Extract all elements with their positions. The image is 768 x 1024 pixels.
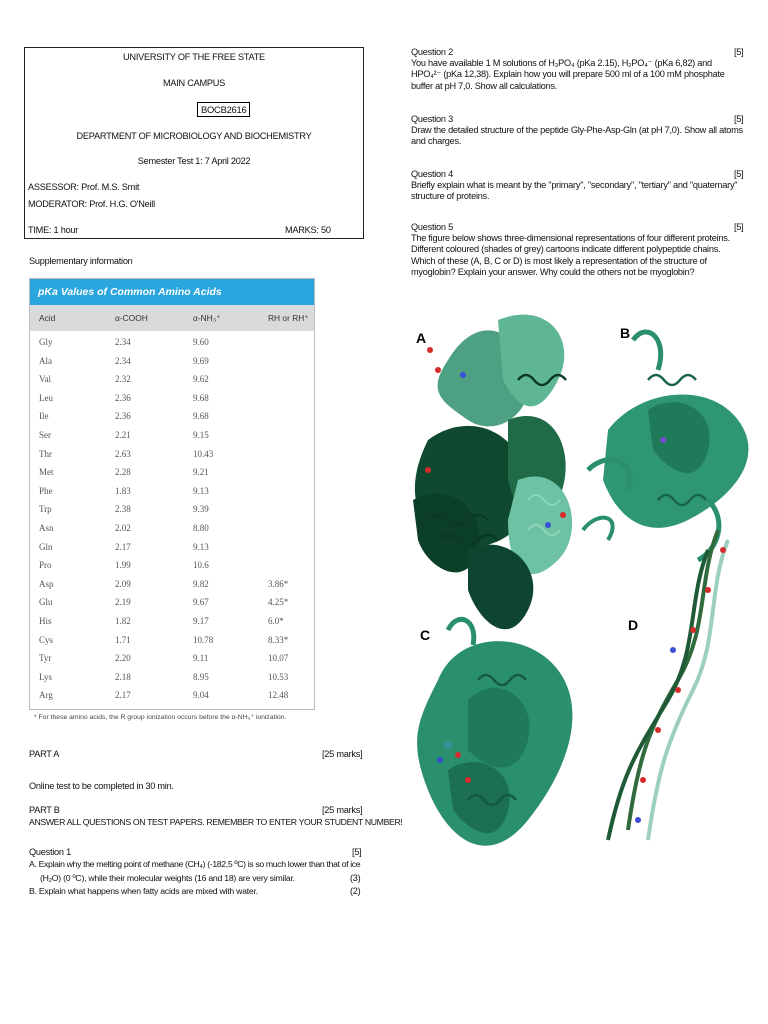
cell-nh3: 9.68 <box>193 411 209 422</box>
cell-nh3: 9.39 <box>193 504 209 515</box>
time-allowed: TIME: 1 hour <box>28 225 79 235</box>
cell-nh3: 9.21 <box>193 467 209 478</box>
cell-cooh: 1.82 <box>115 616 131 626</box>
cell-cooh: 2.09 <box>115 578 131 589</box>
cell-rh: 12.48 <box>268 690 289 701</box>
cell-nh3: 9.67 <box>193 597 209 608</box>
cell-acid: Arg <box>39 690 53 701</box>
pka-table <box>29 278 315 710</box>
q5-text: The figure below shows three-dimensional representations of four different proteins. Different coloured (shades of grey) cartoons indicate different polypeptide chains. Which of these (A, B, C or D) is most likely a representation of the structure of myoglobin? Explain your answer. Why could the others not be myoglobin? <box>411 233 730 277</box>
table-row <box>30 649 314 668</box>
cell-nh3: 9.69 <box>193 355 209 366</box>
cell-nh3: 9.11 <box>193 653 209 664</box>
cell-acid: Met <box>39 467 54 478</box>
part-b-instruction: ANSWER ALL QUESTIONS ON TEST PAPERS. REMEMBER TO ENTER YOUR STUDENT NUMBER! <box>29 817 403 827</box>
q3-title: Question 3 <box>411 114 453 124</box>
cell-acid: Ala <box>39 355 52 366</box>
cell-acid: Lys <box>39 671 53 682</box>
cell-cooh: 2.38 <box>115 504 131 515</box>
cell-acid: Thr <box>39 448 52 459</box>
supplementary-heading: Supplementary information <box>29 256 133 266</box>
cell-acid: Cys <box>39 634 54 645</box>
pka-table-header <box>30 305 314 331</box>
assessor: ASSESSOR: Prof. M.S. Smit <box>28 182 140 192</box>
course-code: BOCB2616 <box>197 102 250 117</box>
table-row <box>30 352 314 371</box>
test-date: Semester Test 1: 7 April 2022 <box>137 156 251 166</box>
q1-part-b-marks: (2) <box>350 886 361 896</box>
cell-nh3: 9.17 <box>193 616 209 626</box>
cell-acid: Leu <box>39 392 53 403</box>
col-rh: RH or RH⁺ <box>268 313 309 323</box>
cell-nh3: 9.68 <box>193 392 209 403</box>
cell-acid: Gly <box>39 337 53 347</box>
cell-cooh: 2.34 <box>115 355 131 366</box>
label-a: A <box>416 330 427 346</box>
q4-marks: [5] <box>734 169 744 179</box>
cell-nh3: 9.15 <box>193 430 209 440</box>
protein-structure-b <box>583 332 748 560</box>
cell-nh3: 9.13 <box>193 541 209 552</box>
cell-cooh: 2.21 <box>115 430 131 440</box>
part-b-title: PART B <box>29 805 60 815</box>
cell-cooh: 1.99 <box>115 560 131 571</box>
col-nh3: α-NH₃⁺ <box>193 313 221 323</box>
department-name: DEPARTMENT OF MICROBIOLOGY AND BIOCHEMISTRY <box>76 131 312 141</box>
protein-structure-c <box>417 619 572 845</box>
cell-cooh: 2.18 <box>115 671 131 682</box>
cell-cooh: 1.71 <box>115 634 131 645</box>
cell-acid: Tyr <box>39 653 52 664</box>
table-row <box>30 426 314 445</box>
protein-structure-a <box>413 315 572 630</box>
cell-cooh: 2.36 <box>115 411 131 422</box>
cell-nh3: 9.60 <box>193 337 209 347</box>
cell-cooh: 2.63 <box>115 448 131 459</box>
table-row <box>30 463 314 482</box>
cell-acid: Gln <box>39 541 53 552</box>
cell-acid: Asn <box>39 523 54 533</box>
pka-table-title: pKa Values of Common Amino Acids <box>30 279 314 305</box>
cell-rh: 3.86* <box>268 578 289 589</box>
table-row <box>30 333 314 352</box>
table-row <box>30 575 314 594</box>
protein-structures-figure <box>408 300 758 880</box>
campus-name: MAIN CAMPUS <box>162 78 226 88</box>
cell-nh3: 9.04 <box>193 690 209 701</box>
col-acid: Acid <box>39 313 56 323</box>
q2-text: You have available 1 M solutions of H₃PO₄ (pKa 2.15), H₂PO₄⁻ (pKa 6,82) and HPO₄²⁻ (pKa 12,38). Explain how you will prepare 500 ml of a 100 mM phosphate buffer at pH 7,0. Show all calculations. <box>411 58 725 91</box>
part-b-marks: [25 marks] <box>322 805 363 815</box>
q1-part-b: B. Explain what happens when fatty acids are mixed with water. <box>29 886 258 896</box>
cell-cooh: 2.17 <box>115 541 131 552</box>
table-row <box>30 482 314 501</box>
q1-part-a-marks: (3) <box>350 873 361 883</box>
cell-rh: 6.0* <box>268 616 284 626</box>
cell-cooh: 2.17 <box>115 690 131 701</box>
cell-nh3: 8.95 <box>193 671 209 682</box>
cell-rh: 8.33* <box>268 634 289 645</box>
part-a-marks: [25 marks] <box>322 749 363 759</box>
cell-cooh: 2.32 <box>115 374 131 385</box>
table-row <box>30 556 314 575</box>
cell-cooh: 1.83 <box>115 485 131 496</box>
cell-acid: Asp <box>39 578 54 589</box>
cell-rh: 4.25* <box>268 597 289 608</box>
table-row <box>30 593 314 612</box>
cell-cooh: 2.20 <box>115 653 131 664</box>
pka-footnote: * For these amino acids, the R group ionization occurs before the α-NH₃⁺ ionization. <box>34 714 287 721</box>
cell-acid: Trp <box>39 504 52 515</box>
cell-rh: 10.53 <box>268 671 289 682</box>
total-marks: MARKS: 50 <box>285 225 331 235</box>
cell-acid: Pro <box>39 560 52 571</box>
col-cooh: α-COOH <box>115 313 148 323</box>
cell-nh3: 10.78 <box>193 634 214 645</box>
table-row <box>30 519 314 538</box>
q5-title: Question 5 <box>411 222 453 232</box>
table-row <box>30 370 314 389</box>
table-row <box>30 612 314 631</box>
label-c: C <box>420 627 431 643</box>
cell-acid: His <box>39 616 52 626</box>
cell-rh: 10.07 <box>268 653 289 664</box>
table-row <box>30 445 314 464</box>
table-row <box>30 668 314 687</box>
protein-structure-d <box>608 530 728 840</box>
table-row <box>30 389 314 408</box>
cell-acid: Glu <box>39 597 53 608</box>
table-row <box>30 500 314 519</box>
cell-nh3: 10.6 <box>193 560 209 571</box>
university-name: UNIVERSITY OF THE FREE STATE <box>123 52 265 62</box>
cell-nh3: 10.43 <box>193 448 214 459</box>
table-row <box>30 686 314 705</box>
q2-marks: [5] <box>734 47 744 57</box>
label-b: B <box>620 325 631 341</box>
q1-title: Question 1 <box>29 847 71 857</box>
cell-nh3: 9.13 <box>193 485 209 496</box>
cell-nh3: 9.82 <box>193 578 209 589</box>
part-a-title: PART A <box>29 749 60 759</box>
cell-cooh: 2.36 <box>115 392 131 403</box>
table-row <box>30 538 314 557</box>
q1-marks: [5] <box>352 847 362 857</box>
q1-part-a: A. Explain why the melting point of methane (CH₄) (-182,5 ºC) is so much lower than that of ice <box>29 859 361 869</box>
cell-cooh: 2.02 <box>115 523 131 533</box>
cell-cooh: 2.34 <box>115 337 131 347</box>
cell-cooh: 2.19 <box>115 597 131 608</box>
cell-acid: Val <box>39 374 51 385</box>
cell-acid: Ile <box>39 411 49 422</box>
cell-nh3: 9.62 <box>193 374 209 385</box>
header-box <box>24 47 364 239</box>
cell-acid: Ser <box>39 430 51 440</box>
label-d: D <box>628 617 639 633</box>
q4-title: Question 4 <box>411 169 453 179</box>
cell-cooh: 2.28 <box>115 467 131 478</box>
q5-marks: [5] <box>734 222 744 232</box>
cell-acid: Phe <box>39 485 53 496</box>
q2-title: Question 2 <box>411 47 453 57</box>
q3-marks: [5] <box>734 114 744 124</box>
table-row <box>30 631 314 650</box>
table-row <box>30 407 314 426</box>
moderator: MODERATOR: Prof. H.G. O'Neill <box>28 199 155 209</box>
q1-part-a-cont: (H₂O) (0 ºC), while their molecular weights (16 and 18) are very similar. <box>40 873 295 883</box>
q3-text: Draw the detailed structure of the peptide Gly-Phe-Asp-Gln (at pH 7,0). Show all atoms and charges. <box>411 125 743 147</box>
q4-text: Briefly explain what is meant by the "primary", "secondary", "tertiary" and "quaternary" structure of proteins. <box>411 180 738 202</box>
part-a-note: Online test to be completed in 30 min. <box>29 781 174 791</box>
cell-nh3: 8.80 <box>193 523 209 533</box>
